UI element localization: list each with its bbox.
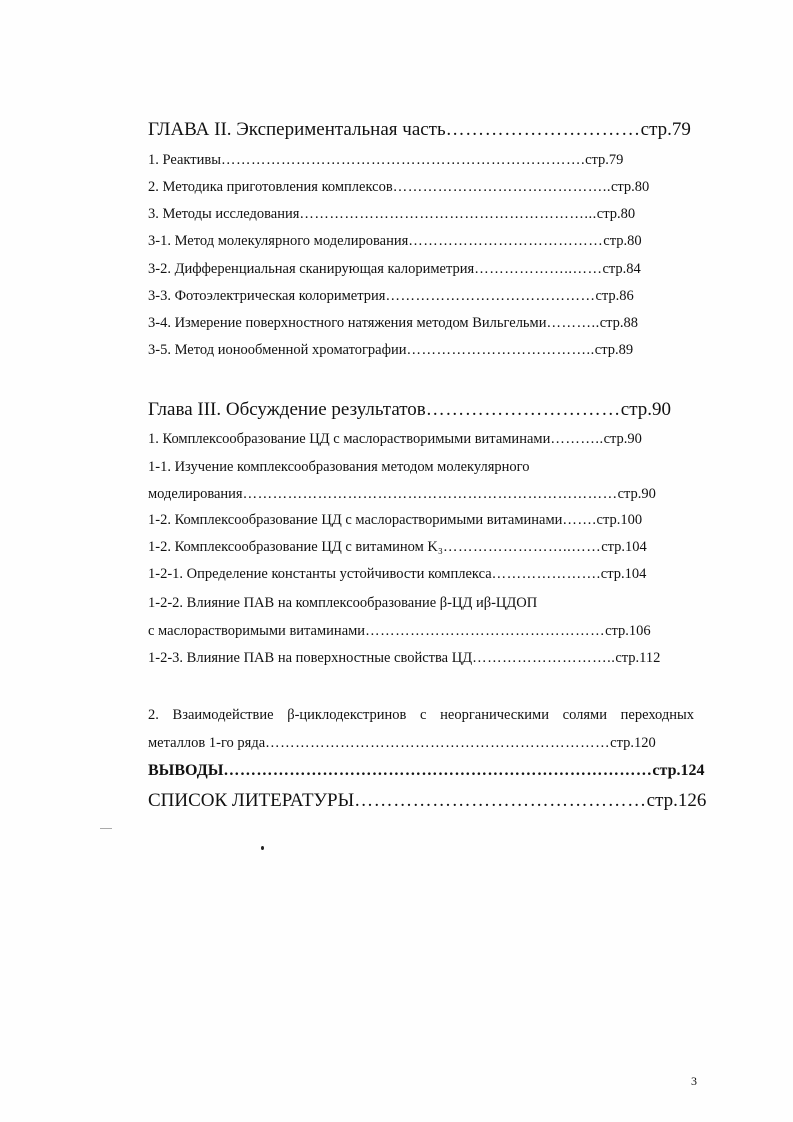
- toc-item[interactable]: [148, 460, 694, 475]
- toc-dots: …………………………: [425, 399, 621, 420]
- toc-dots: ………………………………………: [354, 790, 647, 811]
- toc-page: стр.120: [610, 735, 656, 751]
- toc-page: стр.80: [610, 179, 650, 195]
- scan-mark: [100, 828, 112, 829]
- toc-page: стр.80: [603, 233, 642, 249]
- toc-part-2-line-1[interactable]: 2. Взаимодействие β-циклодекстринов с неорганическими солями переходных: [148, 707, 694, 723]
- toc-item[interactable]: [148, 540, 694, 555]
- toc-dots: ……………………………………………………………: [265, 735, 611, 751]
- toc-dots: …………………………………………: [365, 623, 606, 639]
- toc-item[interactable]: [148, 596, 694, 611]
- toc-item[interactable]: [148, 180, 694, 195]
- toc-dots: …………………………………………………………………: [242, 486, 618, 502]
- toc-page: стр.90: [603, 431, 642, 447]
- toc-page: стр.104: [601, 539, 647, 555]
- toc-chapter-3-title: Глава III. Обсуждение результатов: [148, 399, 426, 420]
- toc-dots: …………………………………: [408, 233, 604, 249]
- toc-item[interactable]: [148, 567, 694, 582]
- toc-item-text: 1-2. Комплексообразование ЦД с витамином K₃: [148, 539, 443, 555]
- toc-item[interactable]: [148, 234, 694, 249]
- toc-item-text: 1-2-1. Определение константы устойчивости комплекса: [148, 566, 492, 582]
- toc-page: стр.79: [585, 152, 624, 168]
- toc-chapter-2[interactable]: [148, 120, 694, 139]
- toc-conclusions[interactable]: [148, 762, 705, 779]
- toc-dots: ……………………………………..: [392, 179, 611, 195]
- toc-part-2-line-2[interactable]: [148, 736, 694, 751]
- toc-item-text: 1-1. Изучение комплексообразования методом молекулярного: [148, 459, 530, 475]
- toc-dots: ……………………………………: [385, 288, 596, 304]
- toc-item-text: металлов 1-го ряда: [148, 735, 266, 751]
- toc-item[interactable]: [148, 432, 694, 447]
- toc-page: стр.80: [596, 206, 636, 222]
- toc-item-text: 2. Методика приготовления комплексов: [148, 179, 393, 195]
- toc-item-text: 1. Реактивы: [148, 152, 221, 168]
- toc-page: стр.90: [620, 399, 672, 420]
- toc-dots: ……………………..……: [442, 539, 602, 555]
- page-number: 3: [691, 1074, 697, 1088]
- toc-page: стр.89: [594, 342, 634, 358]
- toc-item[interactable]: [148, 316, 694, 331]
- toc-dots: …….: [562, 512, 597, 528]
- toc-item[interactable]: [148, 343, 694, 358]
- toc-dots: ……………………………………………………………….: [220, 152, 586, 168]
- toc-references[interactable]: [148, 790, 707, 811]
- toc-item[interactable]: [148, 513, 694, 528]
- toc-item-text: 3-5. Метод ионообменной хроматографии: [148, 342, 407, 358]
- toc-item-text: 1-2. Комплексообразование ЦД с маслорастворимыми витаминами: [148, 512, 563, 528]
- toc-item[interactable]: [148, 651, 694, 666]
- toc-page: стр.106: [605, 623, 651, 639]
- scan-speck: [261, 846, 264, 850]
- toc-page: стр.112: [615, 650, 661, 666]
- toc-page: стр.104: [600, 566, 647, 582]
- toc-dots: ………………………..: [472, 650, 616, 666]
- toc-item-text: 3-4. Измерение поверхностного натяжения методом Вильгельми: [148, 315, 547, 331]
- toc-page: стр.88: [599, 315, 639, 331]
- toc-item-text: 3-2. Дифференциальная сканирующая калориметрия: [148, 261, 475, 277]
- toc-item[interactable]: [148, 624, 694, 639]
- toc-dots: …………………………………………………...: [299, 206, 597, 222]
- toc-dots: ………………………………..: [406, 342, 595, 358]
- toc-item-text: 1-2-3. Влияние ПАВ на поверхностные свойства ЦД: [148, 650, 473, 666]
- toc-page: стр.86: [595, 288, 634, 304]
- toc-references-title: СПИСОК ЛИТЕРАТУРЫ: [148, 790, 355, 811]
- toc-page: стр.124: [652, 762, 705, 779]
- toc-page: стр.79: [640, 119, 691, 140]
- toc-item[interactable]: [148, 289, 694, 304]
- toc-item[interactable]: [148, 262, 694, 277]
- toc-item-text: 3-1. Метод молекулярного моделирования: [148, 233, 409, 249]
- toc-item-text: 1-2-2. Влияние ПАВ на комплексообразование β-ЦД иβ-ЦДОП: [148, 595, 538, 611]
- toc-item-text: 3. Методы исследования: [148, 206, 300, 222]
- toc-item-text: 1. Комплексообразование ЦД с маслорастворимыми витаминами: [148, 431, 551, 447]
- toc-conclusions-title: ВЫВОДЫ: [148, 762, 224, 779]
- toc-dots: ………..: [546, 315, 600, 331]
- toc-page: стр.84: [602, 261, 641, 277]
- toc-item[interactable]: [148, 153, 694, 168]
- toc-dots: ……………………………………………………………………: [223, 762, 653, 779]
- toc-item[interactable]: [148, 487, 694, 502]
- toc-item[interactable]: [148, 207, 694, 222]
- toc-chapter-3[interactable]: [148, 400, 694, 419]
- toc-dots: ………………..……: [474, 261, 603, 277]
- toc-page: стр.100: [596, 512, 643, 528]
- toc-chapter-2-title: ГЛАВА II. Экспериментальная часть: [148, 119, 446, 140]
- toc-item-text: 3-3. Фотоэлектрическая колориметрия: [148, 288, 386, 304]
- toc-item-text: моделирования: [148, 486, 243, 502]
- toc-page: стр.126: [646, 790, 707, 811]
- toc-dots: …………………………: [445, 119, 641, 140]
- toc-dots: ………..: [550, 431, 604, 447]
- toc-item-text: с маслорастворимыми витаминами: [148, 623, 366, 639]
- toc-page: стр.90: [617, 486, 656, 502]
- toc-dots: ………………….: [491, 566, 601, 582]
